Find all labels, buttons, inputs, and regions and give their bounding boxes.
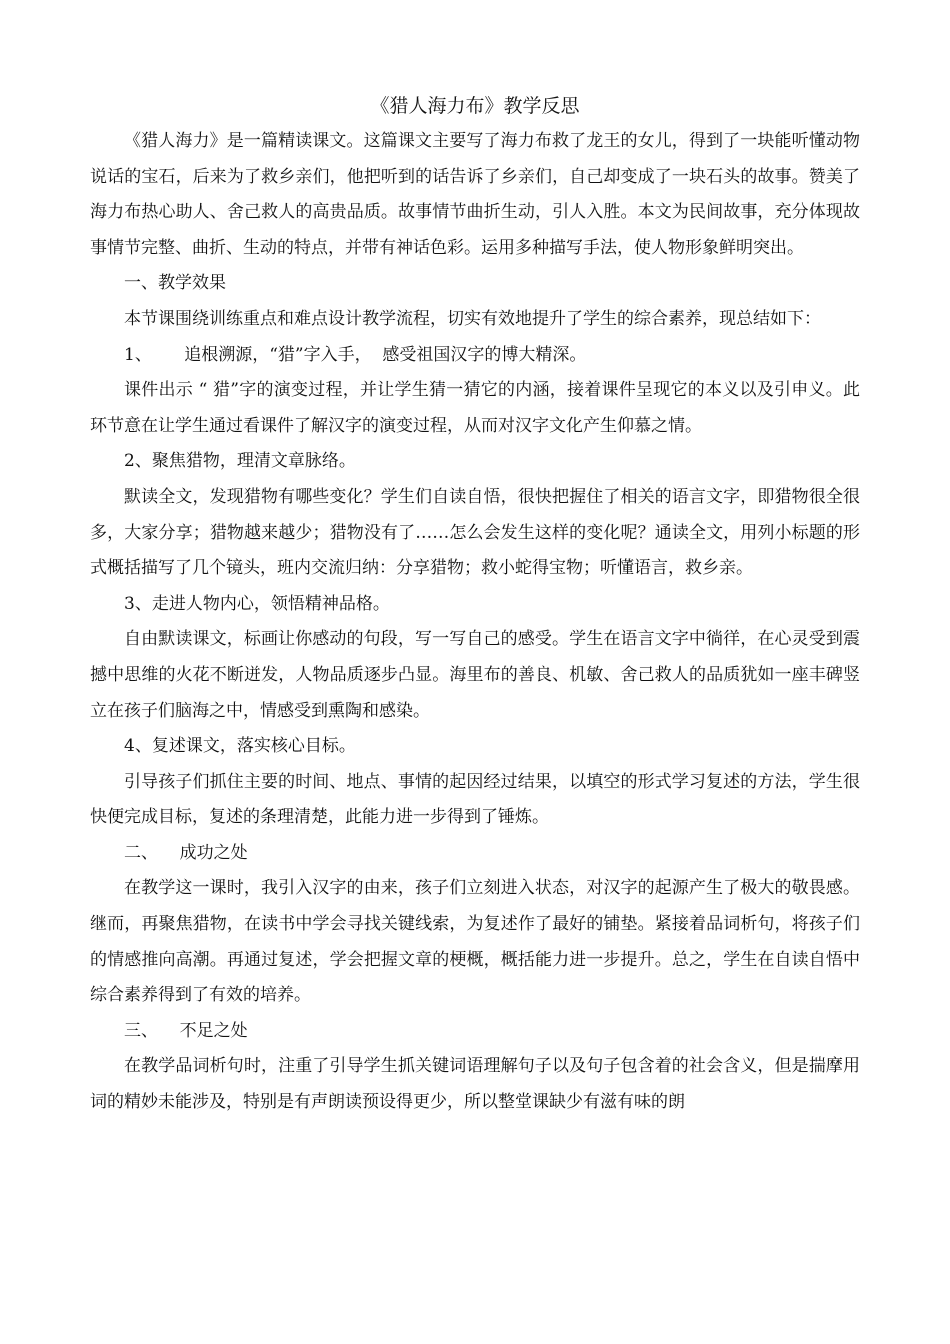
intro-paragraph: 《猎人海力》是一篇精读课文。这篇课文主要写了海力布救了龙王的女儿，得到了一块能听懂动物说话的宝石，后来为了救乡亲们，他把听到的话告诉了乡亲们，自己却变成了一块石头的故事。赞美了海力布热心助人、舍己救人的高贵品质。故事情节曲折生动，引人入胜。本文为民间故事，充分体现故事情节完整、曲折、生动的特点，并带有神话色彩。运用多种描写手法，使人物形象鲜明突出。 [90, 131, 860, 258]
section2-body: 在教学这一课时，我引入汉字的由来，孩子们立刻进入状态，对汉字的起源产生了极大的敬畏感。继而，再聚焦猎物，在读书中学会寻找关键线索，为复述作了最好的铺垫。紧接着品词析句，将孩子们的情感推向高潮。再通过复述，学会把握文章的梗概，概括能力进一步提升。总之，学生在自读自悟中综合素养得到了有效的培养。 [90, 878, 860, 1006]
section3-heading: 三、 不足之处 [124, 1020, 248, 1041]
item2-heading: 2、聚焦猎物，理清文章脉络。 [124, 451, 356, 472]
section3-body: 在教学品词析句时，注重了引导学生抓关键词语理解句子以及句子包含着的社会含义，但是揣摩用词的精妙未能涉及，特别是有声朗读预设得更少，所以整堂课缺少有滋有味的朗 [90, 1056, 860, 1113]
item1-body: 课件出示 “ 猎”字的演变过程，并让学生猜一猜它的内涵，接着课件呈现它的本义以及引申义。此环节意在让学生通过看课件了解汉字的演变过程，从而对汉字文化产生仰慕之情。 [90, 380, 860, 436]
item2-body: 默读全文，发现猎物有哪些变化？学生们自读自悟，很快把握住了相关的语言文字，即猎物很全很多，大家分享；猎物越来越少；猎物没有了……怎么会发生这样的变化呢？通读全文，用列小标题的形式概括描写了几个镜头，班内交流归纳：分享猎物；救小蛇得宝物；听懂语言，救乡亲。 [90, 486, 860, 579]
item3-heading: 3、走进人物内心，领悟精神品格。 [124, 593, 390, 614]
item1-heading: 1、 追根溯源，“猎”字入手， 感受祖国汉字的博大精深。 [124, 344, 587, 365]
document-page [90, 88, 860, 1121]
section1-intro: 本节课围绕训练重点和难点设计教学流程，切实有效地提升了学生的综合素养，现总结如下： [124, 308, 821, 329]
item4-heading: 4、复述课文，落实核心目标。 [124, 736, 356, 757]
document-title: 《猎人海力布》教学反思 [370, 95, 580, 117]
section2-heading: 二、 成功之处 [124, 842, 248, 863]
section1-heading: 一、教学效果 [124, 273, 226, 294]
item3-body: 自由默读课文，标画让你感动的句段，写一写自己的感受。学生在语言文字中徜徉，在心灵受到震撼中思维的火花不断迸发，人物品质逐步凸显。海里布的善良、机敏、舍己救人的品质犹如一座丰碑竖立在孩子们脑海之中，情感受到熏陶和感染。 [90, 629, 860, 721]
item4-body: 引导孩子们抓住主要的时间、地点、事情的起因经过结果，以填空的形式学习复述的方法，学生很快便完成目标，复述的条理清楚，此能力进一步得到了锤炼。 [90, 771, 860, 828]
